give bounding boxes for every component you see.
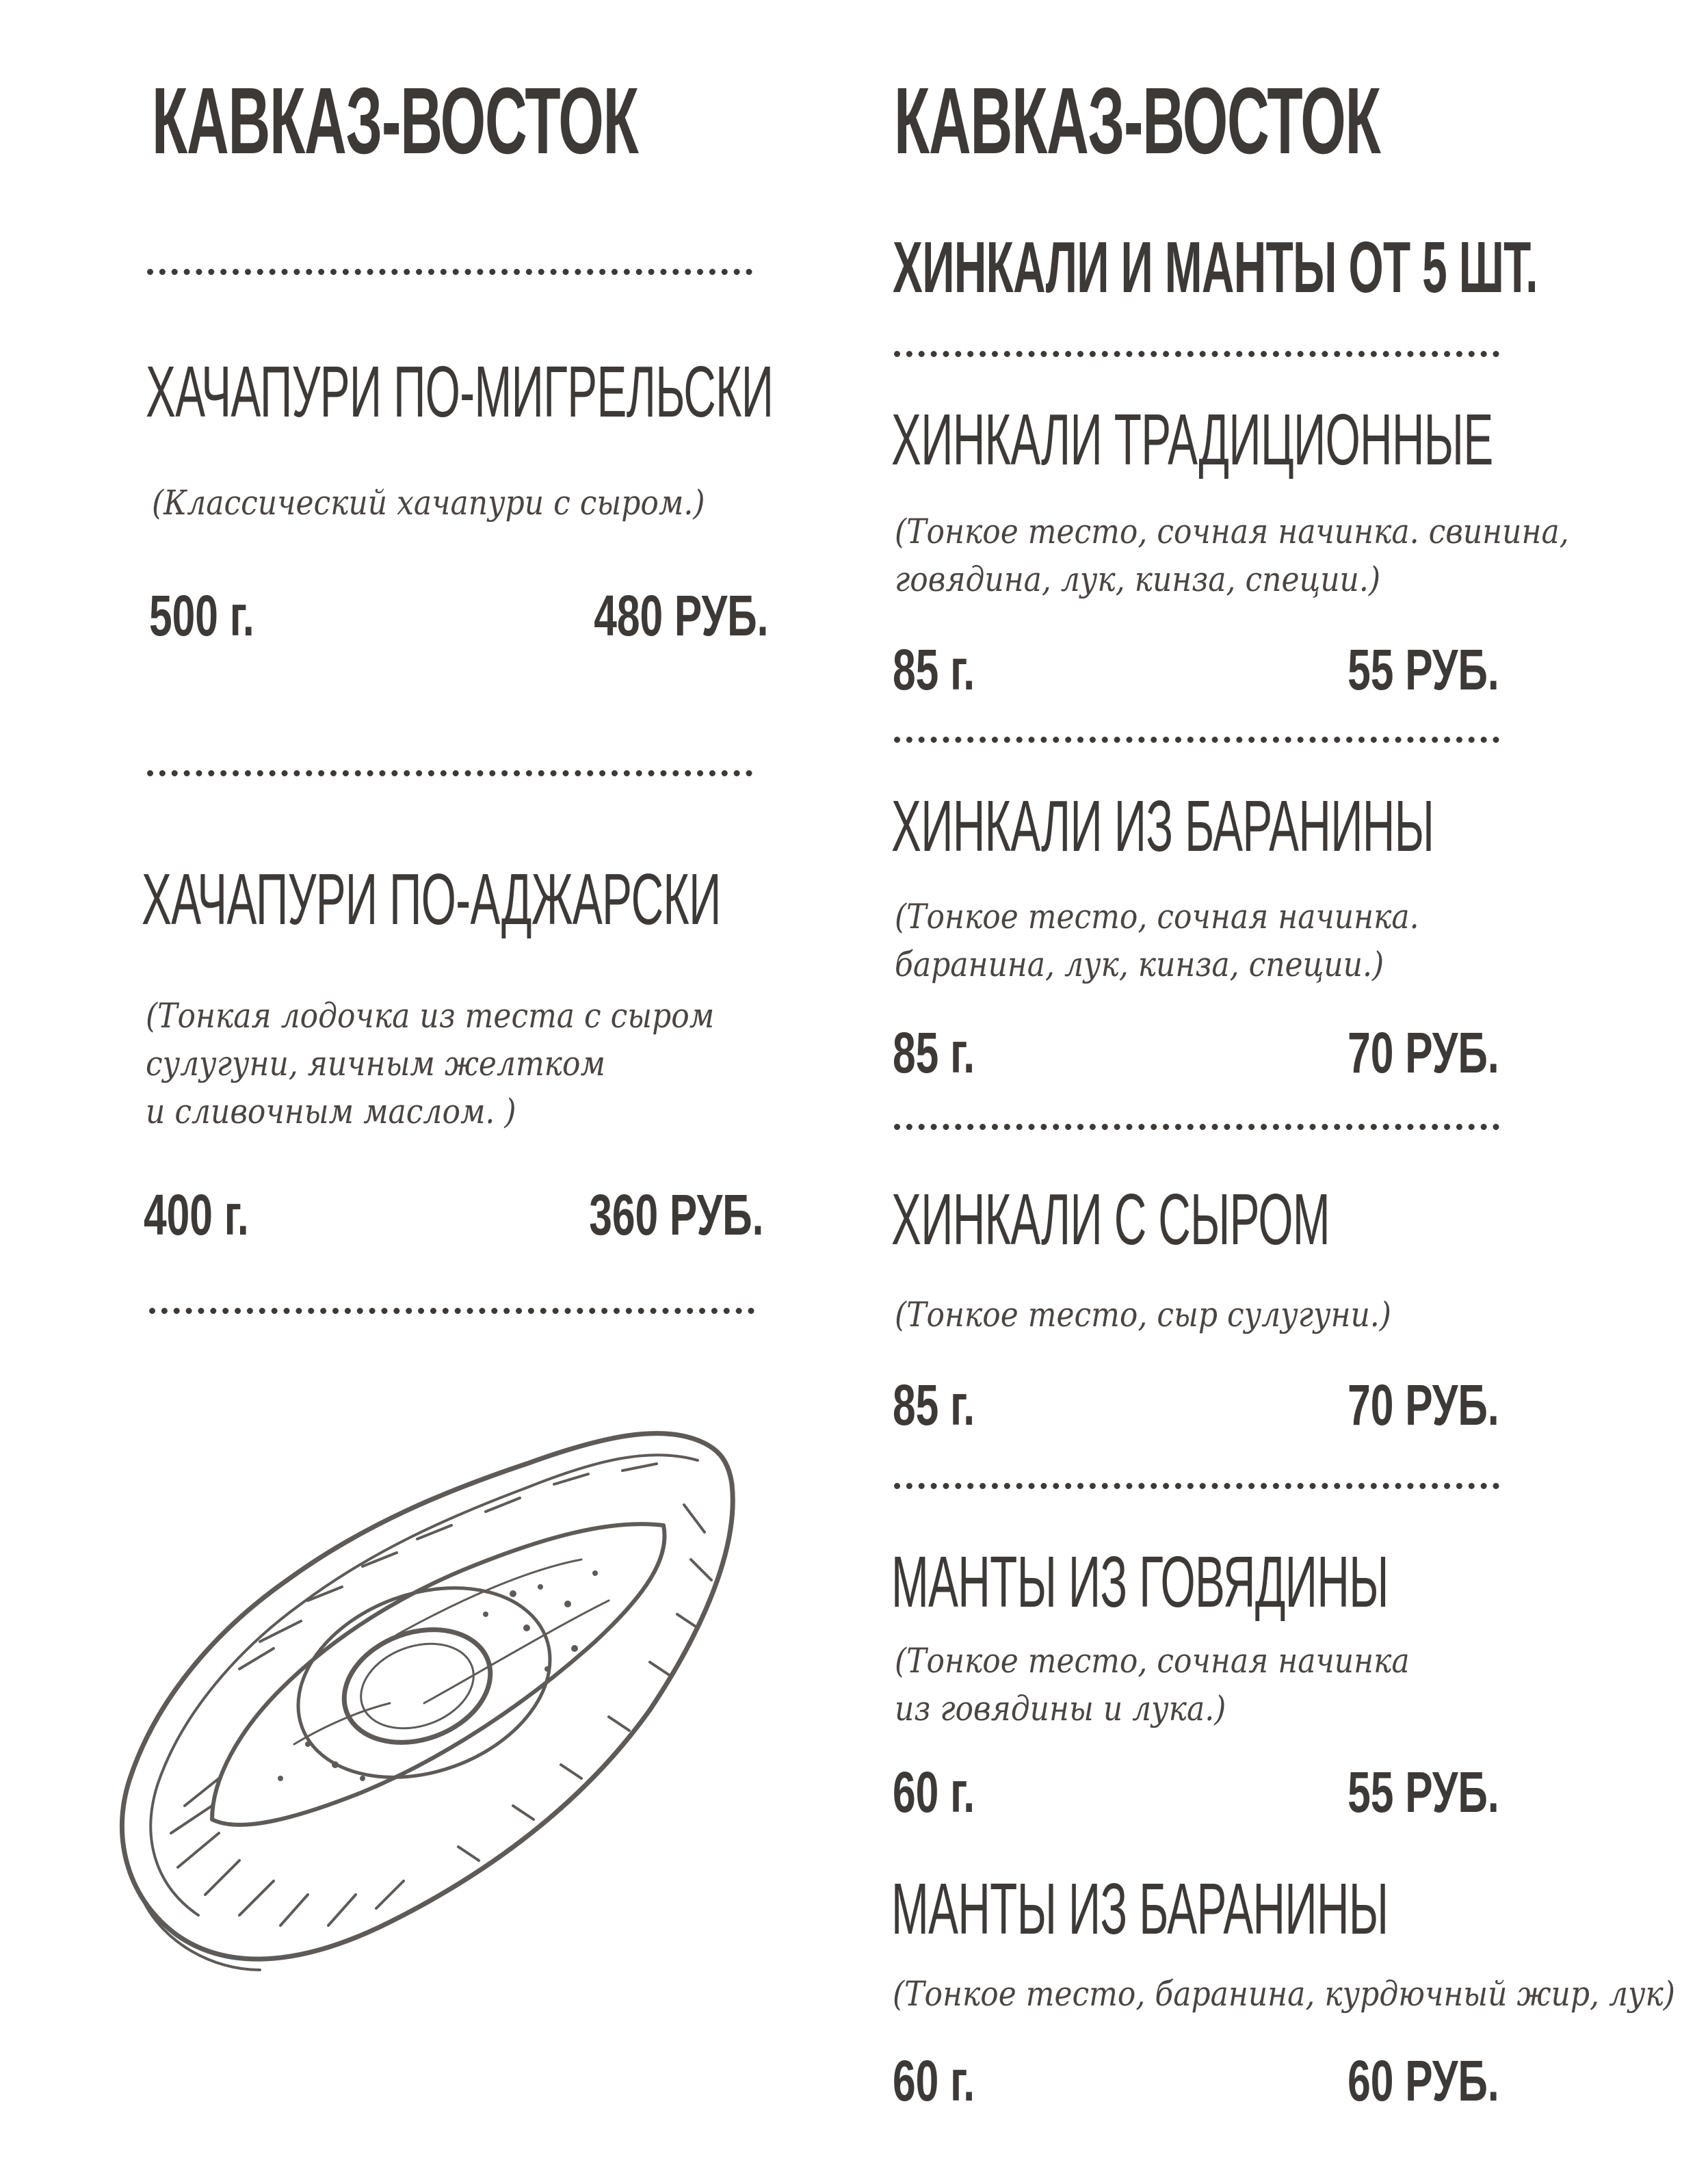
divider (894, 1124, 1499, 1130)
menu-item-weight: 85 г. (893, 637, 975, 702)
divider (894, 351, 1499, 357)
divider (147, 269, 752, 275)
menu-item-name: ХИНКАЛИ С СЫРОМ (891, 1179, 1330, 1260)
menu-item-description: из говядины и лука.) (895, 1689, 1226, 1728)
menu-item-price: 55 РУБ. (1348, 1760, 1499, 1824)
menu-item-price: 70 РУБ. (1348, 1373, 1499, 1437)
divider (894, 737, 1499, 743)
right-page-title: КАВКАЗ-ВОСТОК (894, 68, 1380, 174)
menu-item-name: ХАЧАПУРИ ПО-АДЖАРСКИ (142, 859, 721, 940)
menu-item-description: (Тонкое тесто, сочная начинка. (895, 897, 1419, 936)
divider (894, 1483, 1499, 1489)
menu-item-price: 70 РУБ. (1348, 1021, 1499, 1085)
menu-item-weight: 400 г. (144, 1183, 249, 1247)
menu-item-price: 360 РУБ. (588, 1183, 763, 1247)
menu-item-weight: 60 г. (893, 1760, 975, 1824)
section-subtitle: ХИНКАЛИ И МАНТЫ ОТ 5 ШТ. (893, 227, 1538, 308)
menu-item-weight: 85 г. (893, 1021, 975, 1085)
menu-item-price: 60 РУБ. (1348, 2049, 1499, 2113)
left-page-title: КАВКАЗ-ВОСТОК (152, 68, 638, 174)
menu-item-description: (Классический хачапури с сыром.) (152, 483, 705, 523)
menu-item-description: (Тонкое тесто, сыр сулугуни.) (895, 1295, 1391, 1334)
menu-item-weight: 60 г. (893, 2049, 975, 2113)
khachapuri-adjarian-sketch-icon (103, 1423, 752, 1984)
menu-item-description: и сливочным маслом. ) (146, 1092, 516, 1131)
menu-item-description: (Тонкая лодочка из теста с сыром (146, 996, 715, 1036)
menu-item-description: (Тонкое тесто, сочная начинка. свинина, (895, 512, 1569, 551)
menu-item-name: МАНТЫ ИЗ ГОВЯДИНЫ (891, 1542, 1389, 1622)
menu-item-name: ХИНКАЛИ ИЗ БАРАНИНЫ (891, 786, 1434, 867)
menu-item-price: 55 РУБ. (1348, 637, 1499, 702)
menu-item-price: 480 РУБ. (593, 583, 768, 648)
menu-item-description: (Тонкое тесто, баранина, курдючный жир, лук) (893, 1974, 1675, 2014)
menu-item-description: говядина, лук, кинза, специи.) (895, 560, 1381, 599)
menu-item-name: ХИНКАЛИ ТРАДИЦИОННЫЕ (891, 399, 1493, 480)
menu-item-description: сулугуни, яичным желтком (146, 1044, 605, 1083)
menu-item-weight: 500 г. (149, 583, 254, 648)
divider (147, 770, 752, 776)
menu-item-name: ХАЧАПУРИ ПО-МИГРЕЛЬСКИ (146, 352, 774, 432)
menu-item-weight: 85 г. (893, 1373, 975, 1437)
divider (149, 1308, 754, 1314)
menu-item-description: баранина, лук, кинза, специи.) (895, 945, 1384, 984)
menu-item-description: (Тонкое тесто, сочная начинка (895, 1641, 1410, 1681)
menu-item-name: МАНТЫ ИЗ БАРАНИНЫ (891, 1869, 1389, 1949)
